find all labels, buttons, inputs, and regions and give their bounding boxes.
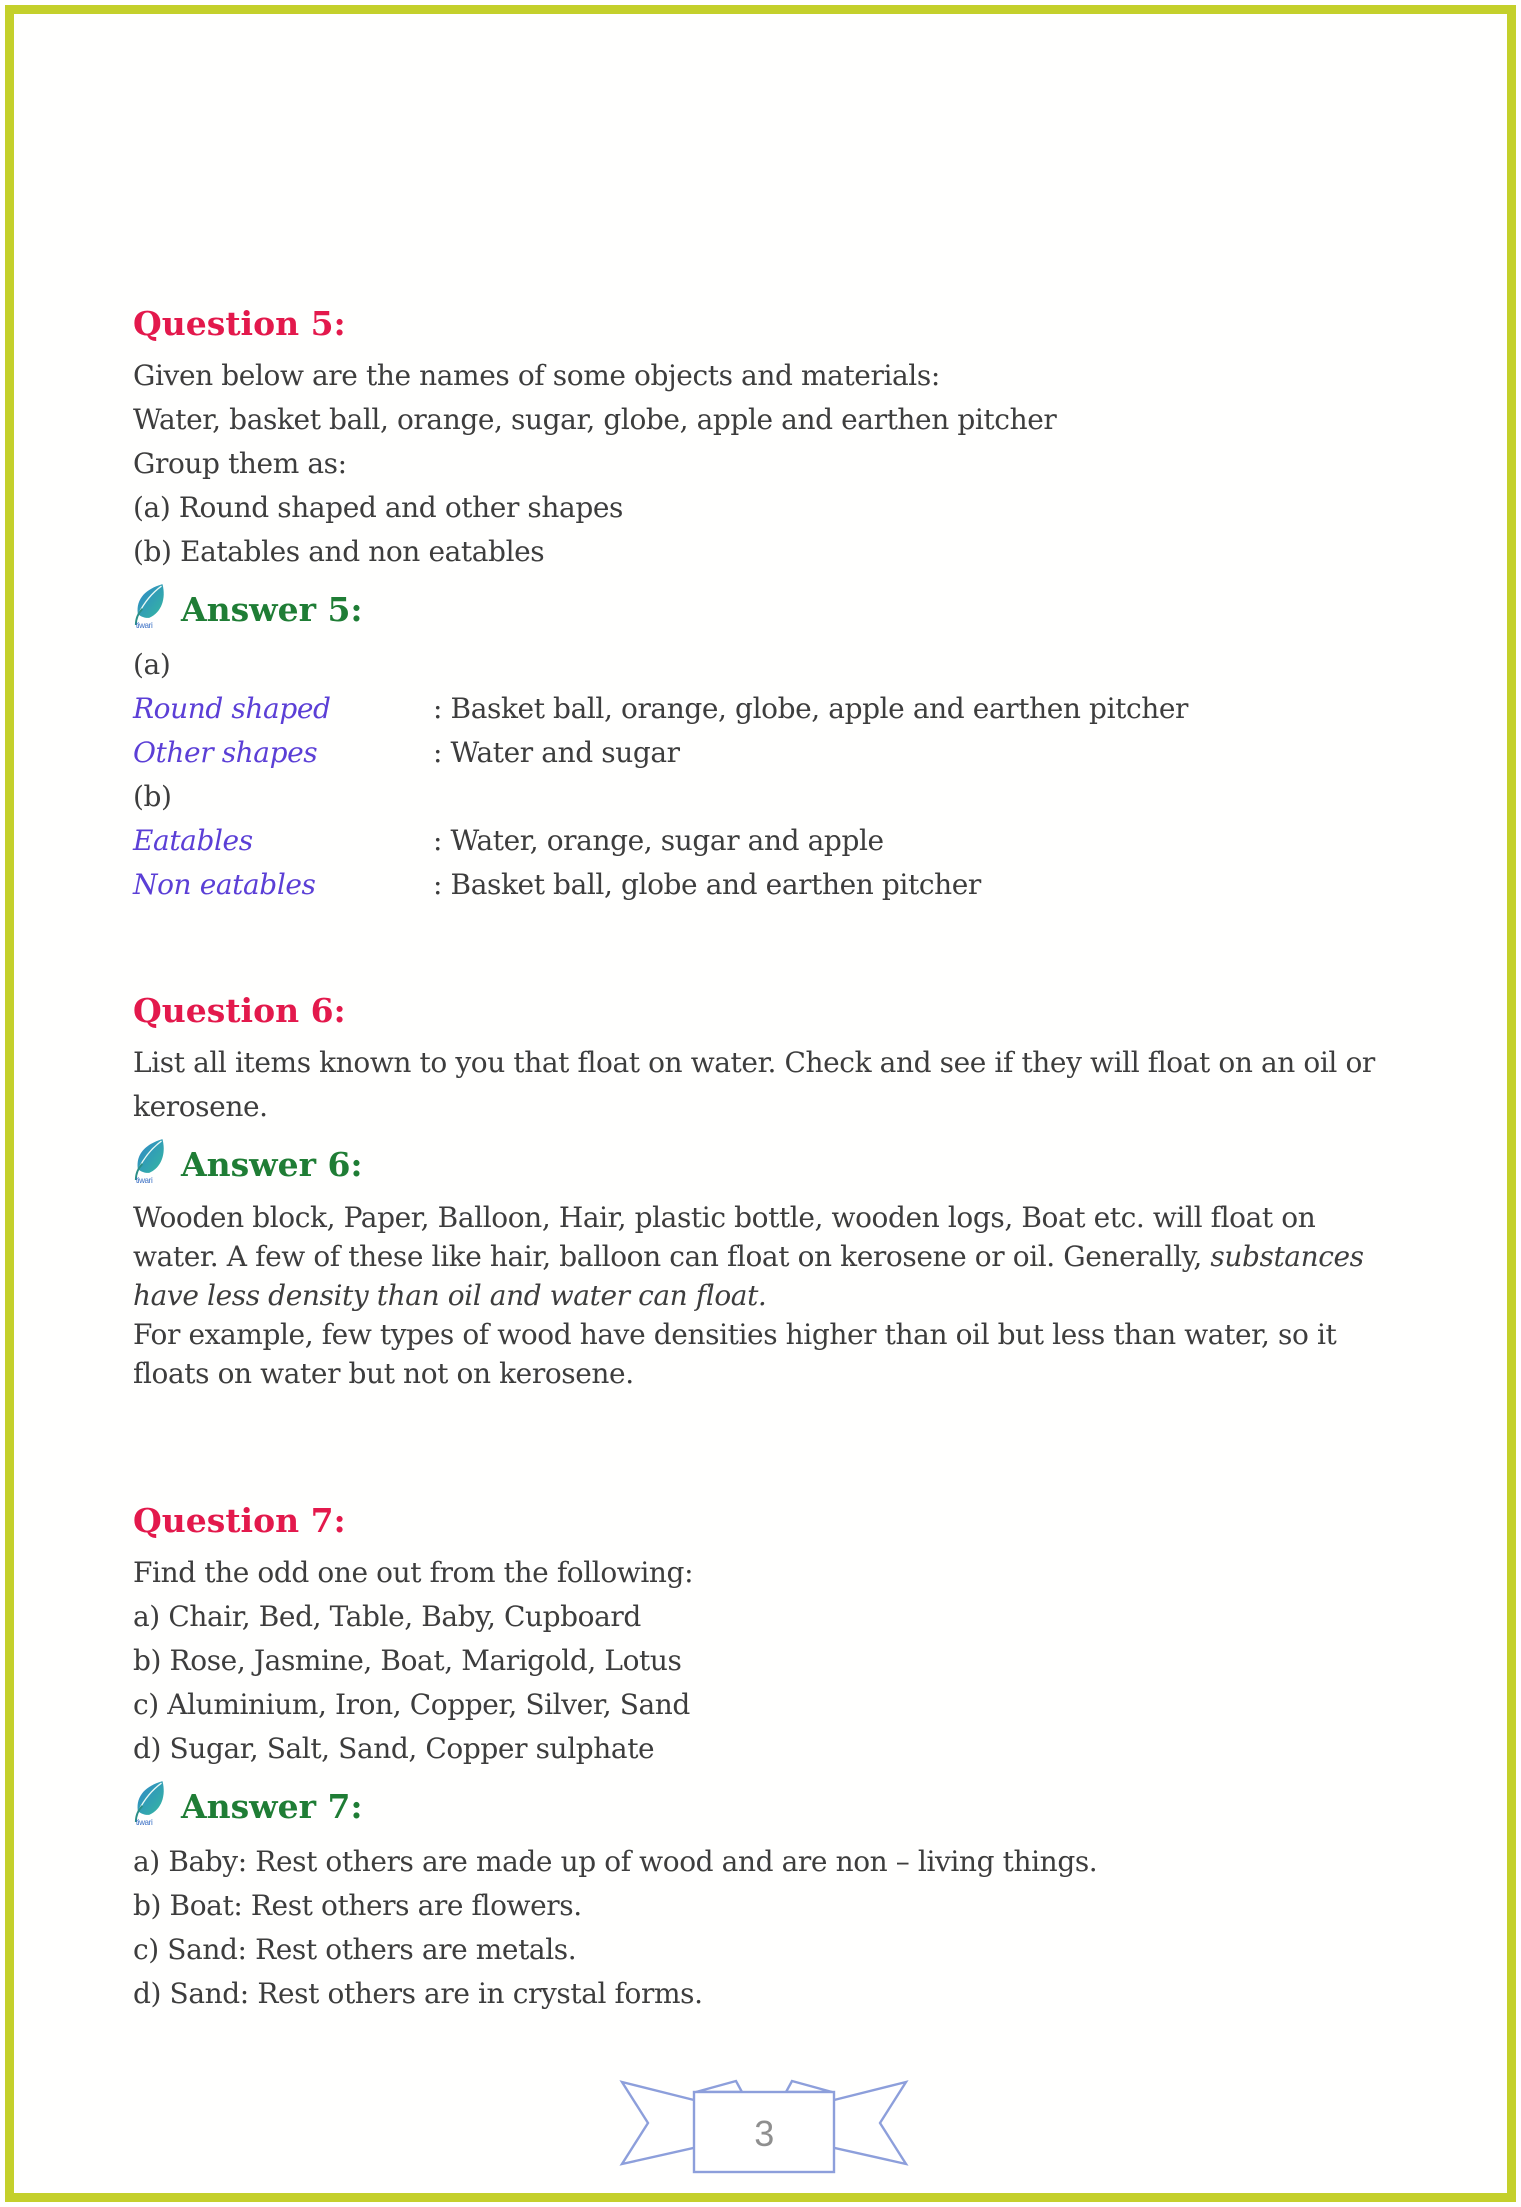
category-value: : Water, orange, sugar and apple [433,824,884,857]
question-7-line: Find the odd one out from the following: [133,1556,694,1589]
question-7-heading: Question 7: [133,1501,346,1540]
answer-5-heading: Answer 5: [181,589,363,629]
logo-text: tiwari [135,620,153,630]
category-label: Round shaped [133,692,331,725]
answer-6-italic-line: have less density than oil and water can float. [133,1279,767,1312]
question-7-line: b) Rose, Jasmine, Boat, Marigold, Lotus [133,1644,682,1677]
question-5-line: (a) Round shaped and other shapes [133,491,623,524]
answer-6-line: floats on water but not on kerosene. [133,1357,634,1390]
answer-7-line: a) Baby: Rest others are made up of wood and are non – living things. [133,1845,1098,1878]
ribbon-left-fold [696,2081,742,2092]
answer-6-text: water. A few of these like hair, balloon can float on kerosene or oil. Generally, [133,1240,1211,1273]
page-number-ribbon [133,2062,1395,2193]
answer-5-row [133,863,1395,907]
tiwari-leaf-icon [133,1779,171,1834]
answer-5-row [133,687,1395,731]
answer-7-heading: Answer 7: [181,1786,363,1826]
answer-6-heading: Answer 6: [181,1144,363,1184]
answer-5-group-b: (b) [133,780,172,813]
ribbon-left-tail [622,2082,702,2164]
answer-6-line: Wooden block, Paper, Balloon, Hair, plastic bottle, wooden logs, Boat etc. will float on [133,1201,1316,1234]
question-5-line: Group them as: [133,447,347,480]
section-question-5 [133,302,1395,907]
question-6-line: List all items known to you that float on water. Check and see if they will float on an oil or [133,1046,1375,1079]
answer-5-row [133,819,1395,863]
answer-6-heading-row [133,1137,1395,1192]
question-7-line: c) Aluminium, Iron, Copper, Silver, Sand [133,1688,690,1721]
answer-5-group-a: (a) [133,648,171,681]
category-value: : Water and sugar [433,736,680,769]
question-5-heading: Question 5: [133,304,346,343]
answer-6-line: For example, few types of wood have densities higher than oil but less than water, so it [133,1318,1337,1351]
page-content [14,14,1507,2193]
question-7-line: a) Chair, Bed, Table, Baby, Cupboard [133,1600,641,1633]
category-value: : Basket ball, orange, globe, apple and earthen pitcher [433,692,1189,725]
question-5-line: (b) Eatables and non eatables [133,535,545,568]
ribbon-right-tail [826,2082,906,2164]
logo-text: tiwari [135,1175,153,1185]
section-question-7 [133,1499,1395,2016]
answer-7-line: b) Boat: Rest others are flowers. [133,1889,582,1922]
question-7-line: d) Sugar, Salt, Sand, Copper sulphate [133,1732,655,1765]
tiwari-leaf-icon [133,1137,171,1192]
answer-5-heading-row [133,582,1395,637]
tiwari-leaf-icon [133,582,171,637]
answer-7-line: c) Sand: Rest others are metals. [133,1933,577,1966]
question-5-line: Given below are the names of some objects and materials: [133,359,940,392]
category-label: Non eatables [133,868,316,901]
answer-7-heading-row [133,1779,1395,1834]
question-6-line: kerosene. [133,1090,268,1123]
category-value: : Basket ball, globe and earthen pitcher [433,868,981,901]
question-5-line: Water, basket ball, orange, sugar, globe, apple and earthen pitcher [133,403,1057,436]
section-question-6 [133,989,1395,1393]
category-label: Other shapes [133,736,318,769]
page-number: 3 [754,2113,774,2154]
answer-7-line: d) Sand: Rest others are in crystal forms. [133,1977,703,2010]
question-6-heading: Question 6: [133,991,346,1030]
answer-5-row [133,731,1395,775]
answer-6-italic-text: substances [1210,1240,1364,1273]
ribbon-right-fold [786,2081,832,2092]
logo-text: tiwari [135,1817,153,1827]
answer-6-line [133,1237,1395,1276]
category-label: Eatables [133,824,253,857]
